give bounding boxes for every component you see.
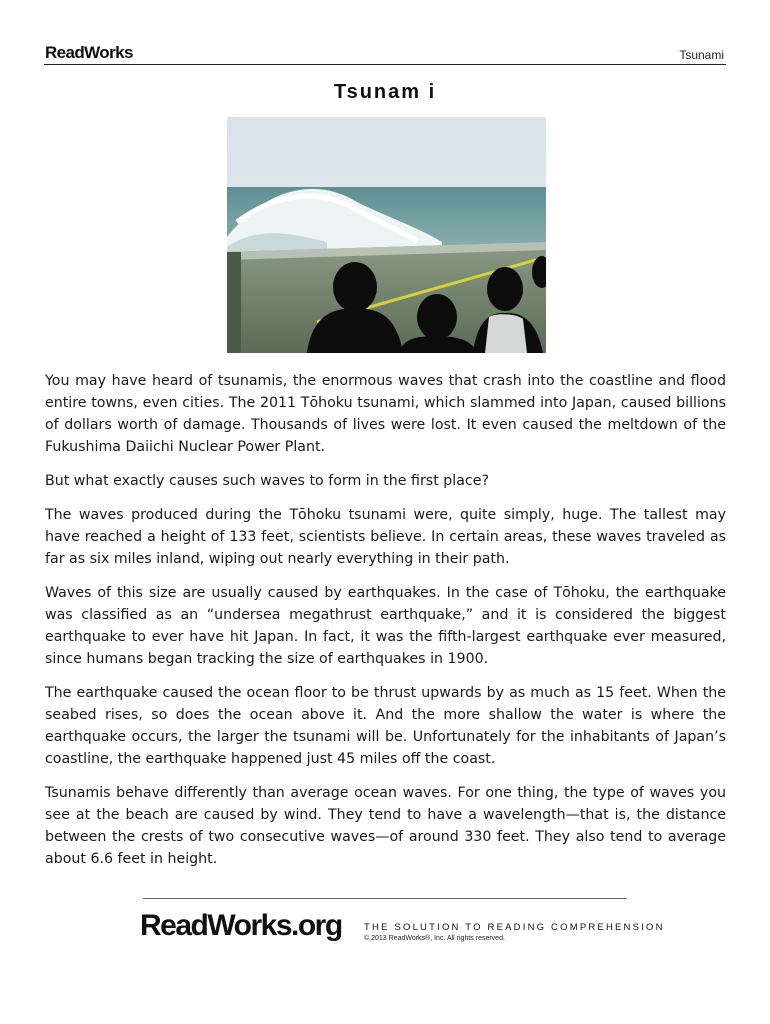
paragraph: The earthquake caused the ocean floor to be thrust upwards by as much as 15 feet. When the seabed rises, so does the ocean above it. And the more shallow the water is where the earthquake occurs, the larger the tsunami will be. Unfortunately for the inhabitants of Japan’s coastline, the earthquake happened just 45 miles off the coast.	[45, 685, 726, 767]
paragraph: You may have heard of tsunamis, the enormous waves that crash into the coastline and flood entire towns, even cities. The 2011 Tōhoku tsunami, which slammed into Japan, caused billions of dollars worth of damage. Thousands of lives were lost. It even caused the meltdown of the Fukushima Daiichi Nuclear Power Plant.	[45, 373, 726, 455]
photo-illustration	[227, 117, 546, 353]
tsunami-wave-photo	[227, 117, 546, 353]
paragraph: But what exactly causes such waves to form in the first place?	[45, 473, 489, 489]
header-title: Tsunami	[679, 48, 724, 62]
readworks-logo: ReadWorks	[45, 43, 133, 62]
footer-copyright: © 2013 ReadWorks®, Inc. All rights reserved.	[364, 935, 505, 942]
readworks-org-logo: ReadWorks.org	[140, 909, 342, 942]
page-header	[44, 42, 726, 65]
paragraph: Tsunamis behave differently than average ocean waves. For one thing, the type of waves you see at the beach are caused by wind. They tend to have a wavelength—that is, the distance between the crests of two consecutive waves—of around 330 feet. They also tend to average about 6.6 feet in height.	[45, 785, 726, 867]
article-body	[45, 370, 726, 882]
paragraph: The waves produced during the Tōhoku tsunami were, quite simply, huge. The tallest may have reached a height of 133 feet, scientists believe. In certain areas, these waves traveled as far as six miles inland, wiping out nearly everything in their path.	[45, 507, 726, 567]
footer-divider	[143, 898, 627, 899]
paragraph: Waves of this size are usually caused by earthquakes. In the case of Tōhoku, the earthquake was classified as an “undersea megathrust earthquake,” and it is considered the biggest earthquake to ever have hit Japan. In fact, it was the fifth-largest earthquake ever measured, since humans began tracking the size of earthquakes in 1900.	[45, 585, 726, 667]
document-title: Tsunam i	[333, 81, 437, 103]
footer-tagline: THE SOLUTION TO READING COMPREHENSION	[364, 922, 665, 933]
